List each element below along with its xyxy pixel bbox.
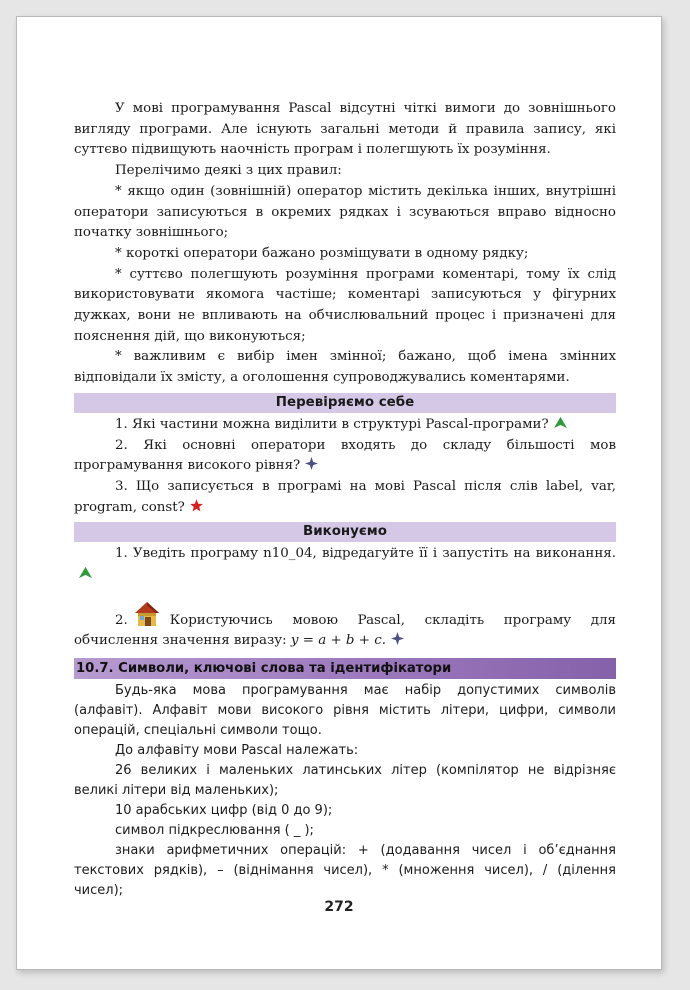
green-triangle-icon	[553, 416, 568, 429]
exercise-text: Користуючись мовою Pascal, складіть програму для обчислення значення виразу:	[74, 612, 616, 649]
rules-lead: Перелічимо деякі з цих правил:	[115, 163, 342, 179]
exercise-number: 2.	[115, 612, 128, 628]
question-1	[74, 415, 616, 436]
question-text: 3. Що записується в програмі на мові Pascal після слів label, var, program, const?	[74, 478, 616, 515]
page-content	[74, 99, 616, 901]
question-text: 2. Які основні оператори входять до складу більшості мов програмування високого рівня?	[74, 437, 616, 474]
exercise-text: 1. Уведіть програму n10_04, відредагуйте її і запустіть на виконання.	[115, 546, 616, 562]
question-3	[74, 477, 616, 518]
exercise-header: Виконуємо	[74, 522, 616, 542]
rule-item: * суттєво полегшують розуміння програми коментарі, тому їх слід використовувати якомога частіше; коментарі записуються у фігурних дужках, вони не впливають на обчислювальний процес і призначені для пояснення дій, що виконуються;	[74, 266, 616, 344]
green-triangle-icon	[78, 566, 93, 579]
section-body	[74, 681, 616, 901]
alphabet-item: символ підкреслювання ( _ );	[115, 823, 314, 839]
alphabet-item: знаки арифметичних операцій: + (додавання чисел і об’єднання текстових рядків), – (віднімання чисел), * (множення чисел), / (ділення чисел);	[74, 843, 616, 899]
exercise-1	[74, 544, 616, 585]
red-star-icon	[189, 499, 204, 512]
alphabet-item: 26 великих і маленьких латинських літер (компілятор не відрізняє великі літери від маленьких);	[74, 763, 616, 799]
rule-item: * важливим є вибір імен змінної; бажано, щоб імена змінних відповідали їх змісту, а оголошення супроводжувались коментарями.	[74, 349, 616, 386]
section-paragraph: Будь-яка мова програмування має набір допустимих символів (алфавіт). Алфавіт мови високого рівня містить літери, цифри, символи операцій, спеціальні символи тощо.	[74, 683, 616, 739]
formula: y = a + b + c.	[290, 633, 386, 649]
page-number: 272	[324, 899, 354, 915]
blue-star-icon	[390, 632, 405, 645]
house-icon	[132, 600, 162, 628]
rule-item: * якщо один (зовнішній) оператор містить декілька інших, внутрішні оператори записуються в окремих рядках і зсуваються вправо відносно початку зовнішнього;	[74, 183, 616, 241]
rule-item: * короткі оператори бажано розміщувати в одному рядку;	[115, 245, 529, 261]
intro-paragraph: У мові програмування Pascal відсутні чіткі вимоги до зовнішнього вигляду програми. Але існують загальні методи й правила запису, які суттєво підвищують наочність програм і полегшують їх розуміння.	[74, 101, 616, 158]
exercise-2	[74, 600, 616, 652]
blue-star-icon	[304, 457, 319, 470]
question-2	[74, 436, 616, 477]
question-text: 1. Які частини можна виділити в структурі Pascal-програми?	[115, 416, 549, 432]
textbook-page	[16, 16, 662, 970]
alphabet-item: 10 арабських цифр (від 0 до 9);	[115, 803, 333, 819]
section-paragraph: До алфавіту мови Pascal належать:	[115, 743, 359, 759]
check-yourself-header: Перевіряємо себе	[74, 393, 616, 413]
section-heading: 10.7. Символи, ключові слова та ідентифікатори	[74, 658, 616, 679]
